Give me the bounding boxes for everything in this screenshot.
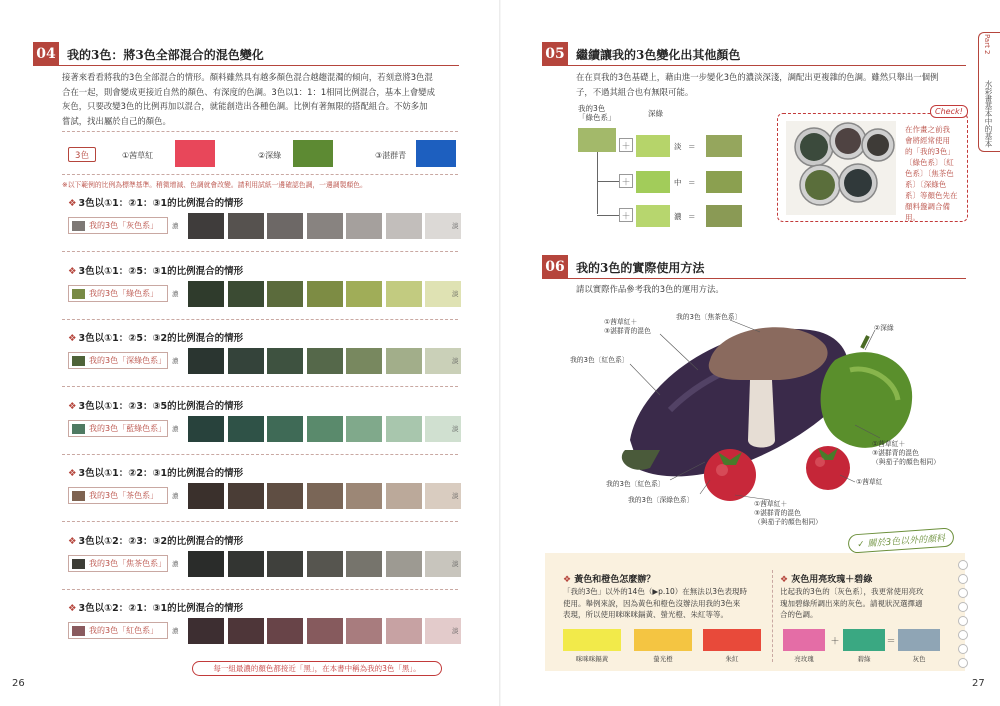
mix-swatch: [386, 348, 422, 374]
label-mushroom: 我的3色〔焦茶色系〕: [676, 313, 742, 321]
mix-swatch: [228, 551, 264, 577]
tip-swatch-label: 亮玫瑰: [794, 655, 814, 663]
color-1-label: ①茜草紅: [122, 151, 154, 160]
intro-line: 接著來看看將我的3色全部混合的情形。顏料雖然具有越多顏色混合越趨混濁的傾向，若刻意將3色混: [62, 72, 433, 82]
mix-swatch: [386, 483, 422, 509]
section-05-title: 繼續讓我的3色變化出其他顏色: [576, 47, 741, 62]
mix-title-text: 3色以①1：②1：③1的比例混合的情形: [78, 198, 244, 209]
section-04-rule: [59, 65, 459, 66]
label-eggplant-side: 我的3色〔紅色系〕: [570, 356, 629, 364]
mix-swatch: [346, 416, 382, 442]
section-04-number: 04: [33, 42, 59, 66]
strong-label: 濃: [172, 357, 179, 365]
divider: [62, 319, 458, 320]
tip-1-line: 表現，所以使用咪咪咪鎘黃、螢光橙、朱紅等等。: [563, 610, 728, 619]
mix-swatch: [386, 281, 422, 307]
label-eggplant-top: [604, 318, 651, 336]
section-06-title: 我的3色的實際使用方法: [576, 260, 705, 275]
mix-swatch: [267, 281, 303, 307]
section-05-rule: [568, 65, 966, 66]
mix-swatch: [346, 483, 382, 509]
mix-chip: [72, 559, 85, 569]
mix-4-name: [68, 420, 168, 437]
mix-swatch: [386, 551, 422, 577]
binder-ring: [958, 630, 968, 640]
black-footnote: 每一組最濃的顏色都接近「黑」，在本書中稱為我的3色「黑」。: [192, 661, 442, 676]
mix-chip: [72, 424, 85, 434]
mix-swatch: [386, 416, 422, 442]
connector-line: [597, 215, 619, 216]
mix-swatch: [346, 551, 382, 577]
section-05-paragraph: [576, 70, 968, 99]
diamond-icon: ❖: [68, 198, 77, 209]
mix-amount-label: 淡: [674, 142, 682, 151]
label-tomato-shadow: [754, 500, 822, 527]
check-text-line: 系〕等顏色先在: [905, 191, 958, 200]
mix-swatch: [267, 416, 303, 442]
check-text-line: 系〕〔深綠色: [905, 180, 947, 189]
divider: [62, 589, 458, 590]
mix-swatch: [346, 618, 382, 644]
divider: [62, 386, 458, 387]
section-05-line: 子，不過其組合也有無限可能。: [576, 86, 694, 97]
strong-label: 濃: [172, 559, 179, 568]
mix-swatch: [346, 213, 382, 239]
palette-photo: [786, 121, 896, 215]
mix-swatch: [188, 213, 224, 239]
mix-swatch: [267, 618, 303, 644]
diamond-icon: ❖: [68, 333, 77, 344]
tip-2-text: [780, 586, 960, 621]
binder-ring: [958, 644, 968, 654]
color-3-label: ③湛群青: [375, 151, 407, 160]
mix-5-title: [68, 465, 243, 479]
mix-swatch: [228, 213, 264, 239]
mix-2-name: [68, 285, 168, 302]
mix-name-text: 我的3色「焦茶色系」: [89, 558, 167, 568]
intro-line: 合在一起，則會變成更接近自然的顏色、有深度的色調。3色以1：1：1相同比例混合，基本上會變成: [62, 86, 436, 97]
mix-swatch: [307, 281, 343, 307]
check-text: [905, 124, 963, 223]
tip-swatch-label: 灰色: [912, 655, 926, 663]
diamond-icon: ❖: [563, 575, 572, 585]
divider: [62, 521, 458, 522]
plus-sign: ＋: [619, 138, 633, 152]
strong-label: 濃: [172, 222, 179, 230]
color-2-label: ②深綠: [258, 151, 282, 160]
connector-line: [597, 152, 598, 214]
intro-line: 灰色，只要改變3色的比例再加以混合，就能創造出各種色調。比例有著無限的搭配組合。不妨多加: [62, 101, 428, 111]
mix-swatch: [267, 483, 303, 509]
label-line: （與茄子的顏色相同）: [872, 458, 940, 466]
tips-divider: [772, 570, 773, 662]
mix-swatch: [307, 416, 343, 442]
color-1-swatch: [175, 140, 215, 167]
mix-swatch: [267, 348, 303, 374]
check-text-line: 〔綠色系〕〔紅: [905, 158, 954, 167]
tip-swatch-label: 咪咪咪鎘黃: [575, 655, 609, 663]
mix-swatch: [188, 483, 224, 509]
tip-1-title: [563, 572, 655, 585]
section-04-title: 我的3色：將3色全部混合的混色變化: [67, 47, 264, 62]
tip-swatch: [898, 629, 940, 651]
part-label: [983, 34, 995, 55]
check-text-line: 用。: [905, 213, 920, 222]
mix-6-title: [68, 533, 243, 547]
label-stem: 我的3色〔深綠色系〕: [628, 496, 694, 504]
tip-2-title: [780, 572, 872, 585]
light-label: 淡: [452, 424, 459, 433]
tip-swatch-label: 朱紅: [725, 655, 739, 663]
mix-title-text: 3色以①2：②1：③1的比例混合的情形: [78, 603, 244, 614]
result-green-swatch: [706, 135, 742, 157]
mix-swatch: [307, 348, 343, 374]
mix-chip: [72, 289, 85, 299]
light-label: 淡: [452, 222, 459, 230]
check-text-line: 的「我的3色」: [905, 147, 955, 156]
tip-swatch-label: 碧綠: [857, 655, 871, 663]
light-label: 淡: [452, 357, 459, 365]
label-line: （與茄子的顏色相同）: [754, 518, 822, 526]
label-tomato: ①茜草紅: [856, 478, 883, 486]
tip-2-line: 比起我的3色的〔灰色系〕，我更常使用亮玫: [780, 587, 924, 596]
diamond-icon: ❖: [68, 535, 77, 547]
label-line: ①茜草紅＋: [604, 318, 638, 326]
result-green-swatch: [706, 171, 742, 193]
mix-swatch: [188, 618, 224, 644]
divider: [62, 251, 458, 252]
color-2-swatch: [293, 140, 333, 167]
tip-2-title-text: 灰色用亮玫瑰＋碧綠: [791, 575, 873, 585]
mix-2-title: [68, 263, 243, 277]
hand-note-text: 關於3色以外的顏料: [867, 533, 946, 550]
label-pepper-shadow: [872, 440, 940, 467]
plus-sign: ＋: [619, 208, 633, 222]
strong-label: 濃: [172, 492, 179, 500]
diamond-icon: ❖: [780, 575, 789, 585]
divider: [62, 454, 458, 455]
tip-1-line: 「我的3色」以外的14色（▶p.10）在無法以3色表現時: [563, 587, 748, 596]
mix-chip: [72, 626, 85, 636]
ratio-note: ※以下範例的比例為標準基準。稍微增減、色調就會改變。請利用試紙一邊確認色調，一邊調製顏色。: [62, 181, 367, 189]
tip-swatch-label: 螢光橙: [653, 655, 673, 663]
connector-line: [597, 181, 619, 182]
deep-green-swatch: [636, 135, 670, 157]
mix-swatch: [188, 551, 224, 577]
light-label: 淡: [452, 559, 459, 568]
section-06-rule: [568, 278, 966, 279]
check-text-line: 會將經常使用: [905, 136, 950, 145]
mix-title-text: 3色以①1：②3：③5的比例混合的情形: [78, 400, 244, 412]
strong-label: 濃: [172, 289, 179, 298]
book-gutter: [499, 0, 501, 706]
diamond-icon: ❖: [68, 603, 77, 614]
page-number-left: 26: [12, 678, 25, 689]
mix-name-text: 我的3色「藍綠色系」: [89, 423, 167, 433]
mix-7-name: [68, 622, 168, 639]
strong-label: 濃: [172, 424, 179, 433]
mix-swatch: [228, 348, 264, 374]
diamond-icon: ❖: [68, 265, 77, 277]
mix-3-name: [68, 352, 168, 369]
label-line: ③湛群青的混色: [604, 327, 651, 335]
plus-sign: ＋: [619, 174, 633, 188]
operator-sign: ＝: [886, 637, 896, 647]
mix-6-name: [68, 555, 168, 572]
deep-green-swatch: [636, 171, 670, 193]
check-mark-icon: ✓: [856, 539, 866, 551]
section-06-header: [542, 255, 704, 279]
label-line: ③湛群青的混色: [754, 509, 801, 517]
mix-swatch: [228, 483, 264, 509]
mix-1-title: [68, 195, 243, 209]
mix-title-text: 3色以①1：②5：③1的比例混合的情形: [78, 265, 244, 277]
tip-1-title-text: 黃色和橙色怎麼辦？: [574, 575, 656, 585]
label-line: ③湛群青的混色: [872, 449, 919, 457]
equals-sign: ＝: [688, 212, 696, 221]
mix-swatch: [386, 618, 422, 644]
mix-name-text: 我的3色「紅色系」: [89, 626, 159, 635]
light-label: 淡: [452, 627, 459, 635]
mix-name-text: 我的3色「灰色系」: [89, 221, 159, 230]
mix-title-text: 3色以①1：②5：③2的比例混合的情形: [78, 333, 244, 344]
mix-chip: [72, 356, 85, 366]
color-3-swatch: [416, 140, 456, 167]
tip-2-line: 合的色調。: [780, 610, 818, 619]
part-description-text: 水彩畫基本中的基本: [984, 80, 993, 148]
intro-paragraph: [62, 70, 462, 128]
base-green-label: [578, 104, 616, 122]
mix-swatch: [386, 213, 422, 239]
mix-swatch: [228, 281, 264, 307]
strong-label: 濃: [172, 627, 179, 635]
part-label-text: Part 2: [983, 34, 991, 55]
mix-swatch: [307, 213, 343, 239]
mix-swatch: [307, 618, 343, 644]
divider: [62, 131, 458, 132]
operator-sign: ＋: [830, 637, 840, 647]
tip-1-line: 使用。舉例來說，因為黃色和橙色沒辦法用我的3色來: [563, 598, 741, 608]
mix-swatch: [188, 348, 224, 374]
mix-swatch: [267, 551, 303, 577]
diamond-icon: ❖: [68, 400, 77, 412]
mix-name-text: 我的3色「茶色系」: [89, 491, 159, 500]
deep-green-label: 深綠: [648, 109, 663, 118]
label-pepper: ②深綠: [874, 324, 894, 332]
mix-swatch: [346, 281, 382, 307]
equals-sign: ＝: [688, 178, 696, 187]
light-label: 淡: [452, 289, 459, 298]
base-green-swatch: [578, 128, 616, 152]
binder-ring: [958, 560, 968, 570]
mix-amount-label: 中: [674, 178, 682, 187]
section-06-paragraph: 請以實際作品參考我的3色的運用方法。: [576, 284, 724, 294]
mix-title-text: 3色以①2：②3：③2的比例混合的情形: [78, 535, 244, 547]
mix-swatch: [307, 483, 343, 509]
tip-1-text: [563, 586, 769, 621]
section-05-line: 在在頁我的3色基礎上，藉由進一步變化3色的濃淡深淺，調配出更複雜的色調。雖然只舉出一個例: [576, 72, 939, 82]
label-leaf: 我的3色〔紅色系〕: [606, 480, 665, 488]
mix-swatch: [267, 213, 303, 239]
binder-ring: [958, 574, 968, 584]
part-description: [984, 80, 996, 148]
deep-green-swatch: [636, 205, 670, 227]
binder-ring: [958, 658, 968, 668]
mix-chip: [72, 491, 85, 501]
three-colors-label: 3色: [68, 147, 96, 162]
hand-note: [847, 527, 954, 553]
label-line: ①茜草紅＋: [754, 500, 788, 508]
check-text-line: 在作畫之前我: [905, 125, 950, 134]
mix-swatch: [188, 281, 224, 307]
mix-7-title: [68, 600, 243, 614]
mix-swatch: [346, 348, 382, 374]
intro-line: 嘗試，找出屬於自己的顏色。: [62, 115, 171, 126]
tip-swatch: [703, 629, 761, 651]
mix-name-text: 我的3色「深綠色系」: [89, 356, 167, 365]
mix-swatch: [307, 551, 343, 577]
mix-3-title: [68, 330, 243, 344]
mix-title-text: 3色以①1：②2：③1的比例混合的情形: [78, 468, 244, 479]
section-05-header: [542, 42, 740, 66]
base-green-label-line: 我的3色: [578, 104, 606, 113]
section-05-number: 05: [542, 42, 568, 66]
mix-swatch: [228, 416, 264, 442]
light-label: 淡: [452, 492, 459, 500]
tip-2-line: 瑰加碧綠所調出來的灰色。請視狀況選擇適: [780, 598, 923, 608]
mix-1-name: [68, 217, 168, 234]
divider: [62, 174, 458, 175]
equals-sign: ＝: [688, 142, 696, 151]
mix-swatch: [188, 416, 224, 442]
tip-swatch: [563, 629, 621, 651]
mix-chip: [72, 221, 85, 231]
mix-5-name: [68, 487, 168, 504]
base-green-label-line: 「綠色系」: [578, 113, 616, 122]
mix-4-title: [68, 398, 243, 412]
check-text-line: 顏料盤調合備: [905, 202, 950, 211]
section-06-number: 06: [542, 255, 568, 279]
mix-name-text: 我的3色「綠色系」: [89, 288, 159, 298]
check-tag: Check!: [930, 105, 968, 118]
tip-swatch: [783, 629, 825, 651]
tip-swatch: [843, 629, 885, 651]
label-line: ①茜草紅＋: [872, 440, 906, 448]
mix-amount-label: 濃: [674, 212, 682, 221]
tip-swatch: [634, 629, 692, 651]
mix-swatch: [228, 618, 264, 644]
check-text-line: 色系〕〔焦茶色: [905, 169, 954, 178]
result-green-swatch: [706, 205, 742, 227]
diamond-icon: ❖: [68, 468, 77, 479]
page-number-right: 27: [972, 678, 985, 689]
section-04-header: [33, 42, 264, 66]
